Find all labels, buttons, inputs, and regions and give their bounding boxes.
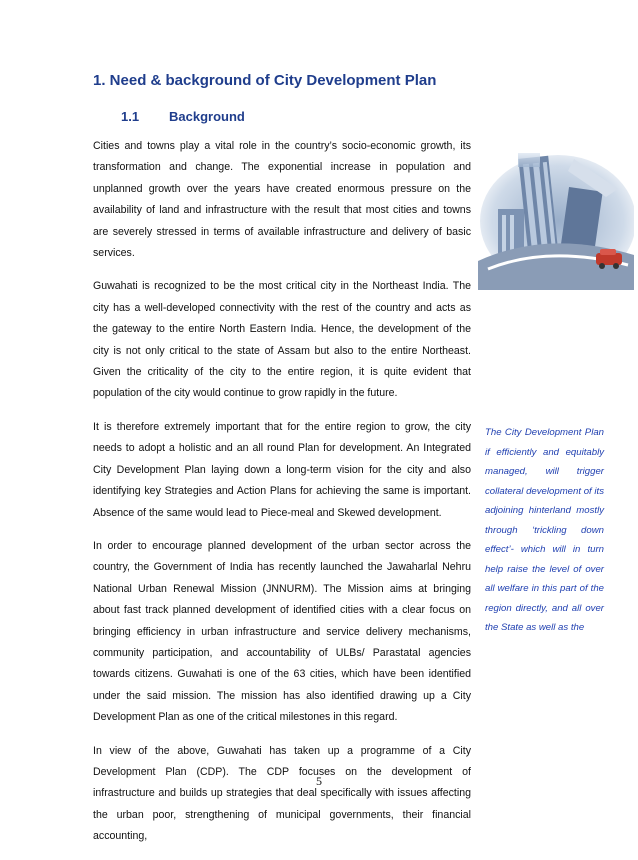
paragraph-4: In order to encourage planned development of the urban sector across the country, the Government of India has recently launched the Jawaharlal Nehru National Urban Renewal Mission (JNNURM). The Mission aims at bringing about fast track planned development of identified cities with a clear focus on bringing efficiency in urban infrastructure and service delivery mechanisms, community participation, and accountability of ULBs/ Parastatal agencies towards citizens. Guwahati is one of the 63 cities, which have been identified under the said mission. The mission has also identified drawing up a City Development Plan as one of the critical milestones in this regard. xyxy=(93,539,471,724)
sidebar-quote: The City Development Plan if efficiently and equitably managed, will trigger collateral development of its adjoining hinterland mostly through ‘trickling down effect’- which will in turn help raise the level of over all welfare in this part of the region directly, and all over the State as well as the xyxy=(485,427,604,633)
section-heading: 1. Need & background of City Development Plan xyxy=(93,72,437,89)
body-text xyxy=(93,136,471,860)
subsection-number: 1.1 xyxy=(121,109,140,124)
page-number: 5 xyxy=(316,774,322,788)
paragraph-3: It is therefore extremely important that for the entire region to grow, the city needs to adopt a holistic and an all round Plan for development. An Integrated City Development Plan laying down a long-term vision for the city and also identifying key Strategies and Action Plans for achieving the same is important. Absence of the same would lead to Piece-meal and Skewed development. xyxy=(93,420,471,519)
paragraph-1: Cities and towns play a vital role in the country’s socio-economic growth, its transformation and change. The exponential increase in population and unplanned growth over the years have created enormous pressure on the availability of land and infrastructure with the result that most cities and towns are severely stressed in terms of available infrastructure and delivery of basic services. xyxy=(93,140,471,260)
paragraph-5: In view of the above, Guwahati has taken up a programme of a City Development Plan (CDP). The CDP focuses on the development of infrastructure and builds up strategies that deal specifically with issues affecting the urban poor, strengthening of municipal governments, their financial accounting, xyxy=(93,744,471,843)
subsection-title: Background xyxy=(169,109,245,124)
subsection-heading xyxy=(121,109,245,124)
paragraph-2: Guwahati is recognized to be the most critical city in the Northeast India. The city has a well-developed connectivity with the rest of the country and acts as the gateway to the entire North Eastern India. Hence, the development of the city is not only critical to the state of Assam but also to the entire Northeast. Given the criticality of the city to the entire region, it is quite evident that population of the city would continue to grow rapidly in the future. xyxy=(93,280,471,400)
city-collage-image xyxy=(478,149,634,290)
